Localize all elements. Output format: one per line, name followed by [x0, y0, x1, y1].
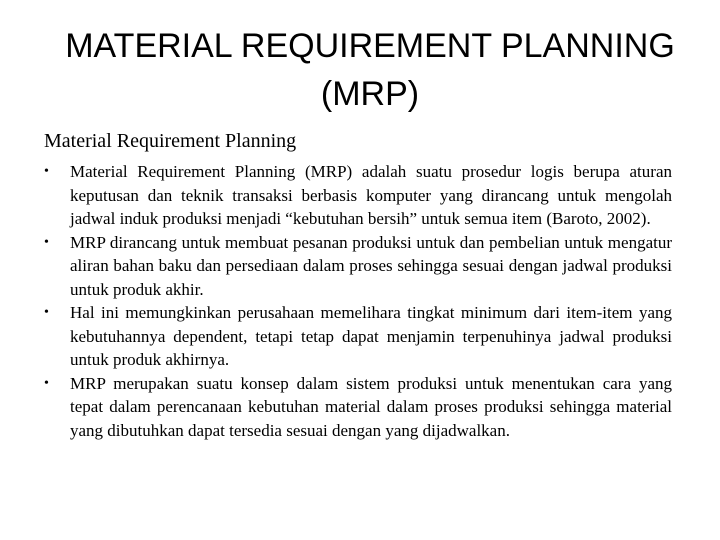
bullet-text: Hal ini memungkinkan perusahaan memelihara tingkat minimum dari item-item yang kebutuhannya dependent, tetapi tetap dapat menjamin terpenuhinya jadwal produksi untuk produk akhirnya.: [70, 303, 672, 369]
slide-title-line-1: MATERIAL REQUIREMENT PLANNING: [65, 27, 675, 65]
slide-title: [40, 22, 700, 118]
bullet-icon: •: [44, 164, 49, 179]
slide-subheading: Material Requirement Planning: [44, 130, 297, 152]
bullet-list: [44, 160, 672, 442]
bullet-item: [44, 231, 672, 302]
bullet-text: Material Requirement Planning (MRP) adalah suatu prosedur logis berupa aturan keputusan dan teknik transaksi berbasis komputer yang dirancang untuk mengolah jadwal induk produksi menjadi “kebutuhan bersih” untuk semua item (Baroto, 2002).: [70, 162, 672, 228]
bullet-item: [44, 372, 672, 443]
bullet-icon: •: [44, 234, 49, 250]
bullet-item: [44, 301, 672, 372]
bullet-text: MRP merupakan suatu konsep dalam sistem produksi untuk menentukan cara yang tepat dalam perencanaan kebutuhan material dalam proses produksi sehingga material yang dibutuhkan dapat tersedia sesuai dengan yang dijadwalkan.: [70, 373, 672, 440]
slide-title-line-2: (MRP): [320, 75, 420, 113]
bullet-icon: •: [44, 375, 49, 391]
bullet-icon: •: [44, 305, 49, 320]
bullet-item: [44, 160, 672, 231]
bullet-text: MRP dirancang untuk membuat pesanan produksi untuk dan pembelian untuk mengatur aliran bahan baku dan persediaan dalam proses sehingga sesuai dengan jadwal produksi untuk produk akhir.: [70, 232, 672, 299]
